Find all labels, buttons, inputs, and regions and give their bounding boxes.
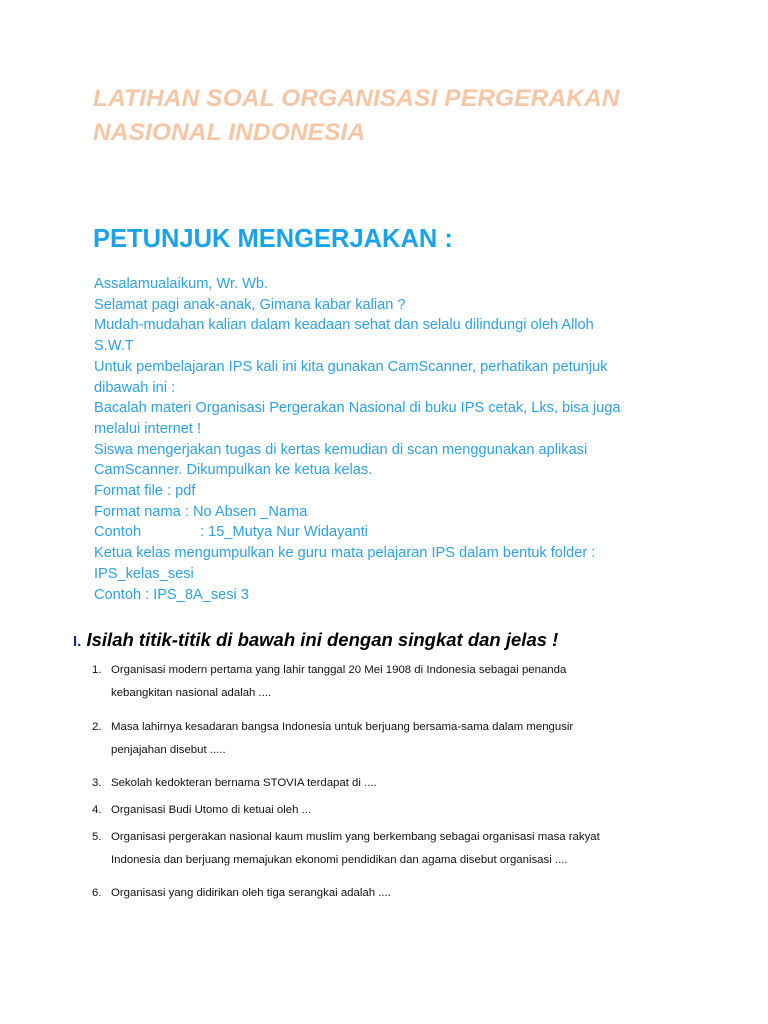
question-item	[92, 777, 377, 789]
question-text-continued: penjajahan disebut .....	[111, 744, 226, 756]
instruction-line: Contoh : IPS_8A_sesi 3	[94, 586, 249, 603]
question-item	[92, 721, 573, 756]
question-item	[92, 664, 566, 699]
question-text-continued: kebangkitan nasional adalah ....	[111, 687, 272, 699]
instruction-line: Format nama : No Absen _Nama	[94, 503, 308, 520]
instruction-line: S.W.T	[94, 338, 134, 355]
instructions-block	[94, 274, 694, 605]
part-number: I.	[73, 633, 82, 650]
question-text-continued: Indonesia dan berjuang memajukan ekonomi pendidikan dan agama disebut organisasi ....	[111, 854, 568, 866]
instruction-line: dibawah ini :	[94, 379, 176, 396]
question-number: 5.	[92, 831, 102, 843]
instruction-line	[94, 522, 694, 543]
question-text: Sekolah kedokteran bernama STOVIA terdapat di ....	[111, 777, 377, 789]
question-number: 4.	[92, 804, 102, 816]
instruction-line: Format file : pdf	[94, 483, 196, 500]
instruction-line: Siswa mengerjakan tugas di kertas kemudian di scan menggunakan aplikasi	[94, 441, 588, 458]
question-number: 6.	[92, 887, 102, 899]
question-text: Masa lahirnya kesadaran bangsa Indonesia untuk berjuang bersama-sama dalam mengusir	[111, 721, 574, 733]
instruction-line: Selamat pagi anak-anak, Gimana kabar kalian ?	[94, 296, 406, 313]
instructions-heading: PETUNJUK MENGERJAKAN :	[93, 225, 453, 253]
example-label: Contoh	[94, 524, 142, 541]
title-line-1: LATIHAN SOAL ORGANISASI PERGERAKAN	[93, 85, 620, 112]
question-number: 1.	[92, 664, 102, 676]
example-value: : 15_Mutya Nur Widayanti	[200, 524, 368, 541]
document-title	[93, 82, 713, 150]
instruction-line: CamScanner. Dikumpulkan ke ketua kelas.	[94, 462, 373, 479]
instruction-line: Ketua kelas mengumpulkan ke guru mata pelajaran IPS dalam bentuk folder :	[94, 545, 596, 562]
question-text: Organisasi modern pertama yang lahir tanggal 20 Mei 1908 di Indonesia sebagai penanda	[111, 664, 567, 676]
title-line-2: NASIONAL INDONESIA	[93, 119, 366, 146]
question-item	[92, 831, 600, 866]
part-text: Isilah titik-titik di bawah ini dengan singkat dan jelas !	[86, 629, 559, 650]
instruction-line: Assalamualaikum, Wr. Wb.	[94, 276, 269, 292]
question-text: Organisasi pergerakan nasional kaum muslim yang berkembang sebagai organisasi masa rakyat	[111, 831, 600, 843]
question-number: 2.	[92, 721, 102, 733]
question-item	[92, 887, 391, 899]
question-number: 3.	[92, 777, 102, 789]
instruction-line: IPS_kelas_sesi	[94, 565, 194, 582]
instruction-line: Untuk pembelajaran IPS kali ini kita gunakan CamScanner, perhatikan petunjuk	[94, 358, 608, 375]
question-item	[92, 804, 311, 816]
instruction-line: Bacalah materi Organisasi Pergerakan Nasional di buku IPS cetak, Lks, bisa juga	[94, 400, 621, 417]
instruction-line: Mudah-mudahan kalian dalam keadaan sehat dan selalu dilindungi oleh Alloh	[94, 317, 594, 334]
instruction-line: melalui internet !	[94, 420, 202, 437]
question-text: Organisasi Budi Utomo di ketuai oleh ...	[111, 804, 312, 816]
part-heading	[73, 627, 558, 655]
question-text: Organisasi yang didirikan oleh tiga serangkai adalah ....	[111, 887, 391, 899]
